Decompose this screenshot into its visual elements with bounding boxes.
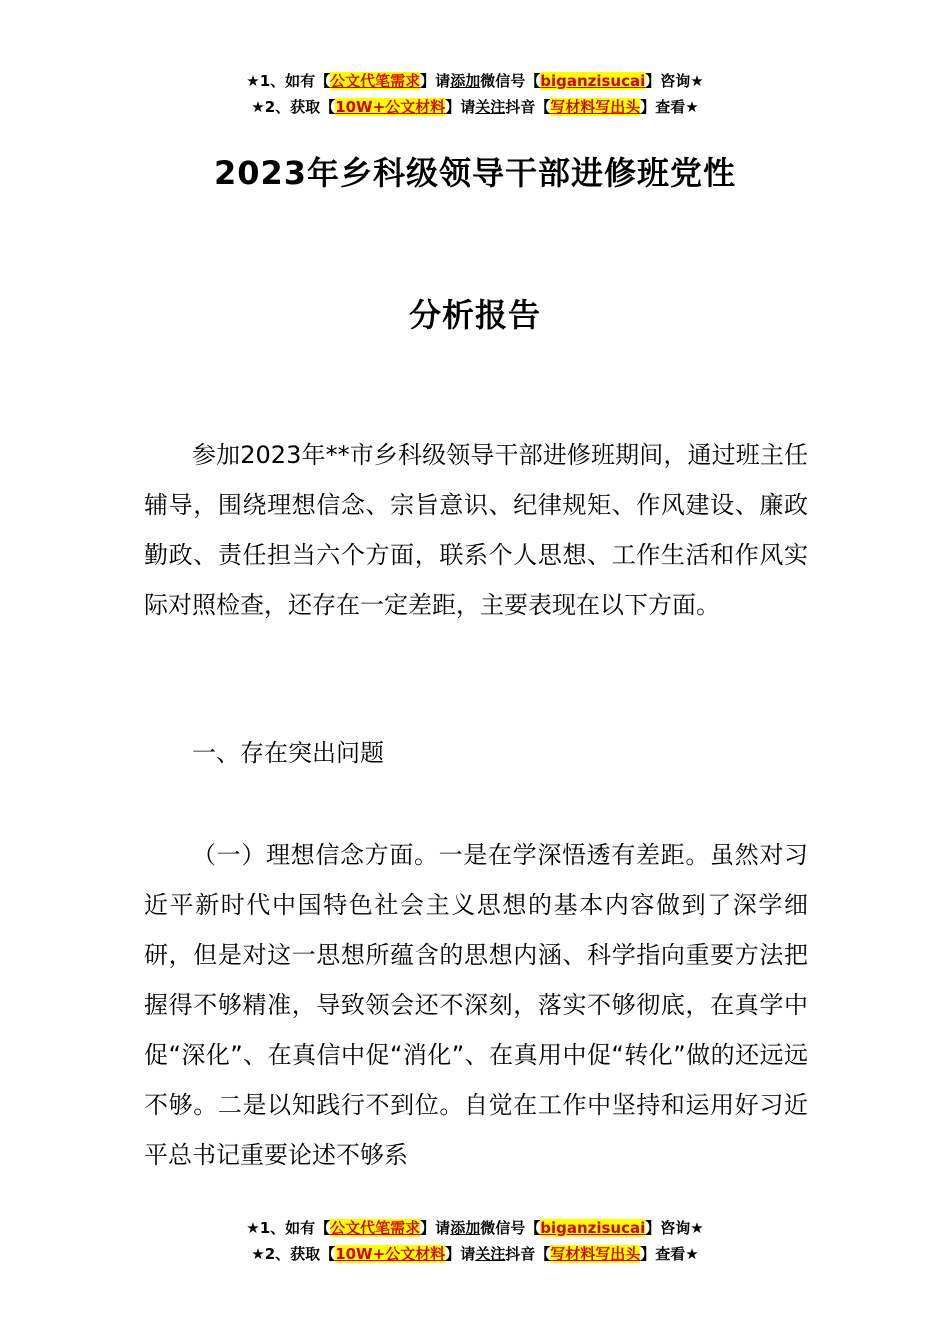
- banner-line-1: [0, 1215, 950, 1241]
- banner-text: 】请: [445, 98, 476, 116]
- banner-text: 关注: [475, 1245, 506, 1263]
- section-heading: 一、存在突出问题: [192, 739, 384, 767]
- banner-text: 微信号【: [480, 1219, 541, 1237]
- footer-banner: [0, 1215, 950, 1267]
- banner-text: 微信号【: [480, 72, 541, 90]
- banner-text: 】查看★: [640, 1245, 699, 1263]
- banner-text: ★2、获取【: [251, 98, 336, 116]
- highlight-douyin: 写材料写出头: [550, 98, 641, 116]
- banner-text: ★1、如有【: [246, 1219, 331, 1237]
- banner-text: 】请: [445, 1245, 476, 1263]
- banner-text: ★2、获取【: [251, 1245, 336, 1263]
- banner-text: 】请: [420, 1219, 451, 1237]
- highlight-service: 公文代笔需求: [330, 72, 421, 90]
- banner-text: 】咨询★: [645, 1219, 704, 1237]
- body-paragraph: （一）理想信念方面。一是在学深悟透有差距。虽然对习近平新时代中国特色社会主义思想的基本内容做到了深学细研，但是对这一思想所蕴含的思想内涵、科学指向重要方法把握得不够精准，导致领会还不深刻，落实不够彻底，在真学中促“深化”、在真信中促“消化”、在真用中促“转化”做的还远远不够。二是以知践行不到位。自觉在工作中坚持和运用好习近平总书记重要论述不够系: [144, 841, 808, 1169]
- document-title-line-2: 分析报告: [408, 296, 541, 334]
- highlight-douyin: 写材料写出头: [550, 1245, 641, 1263]
- banner-line-1: [0, 68, 950, 94]
- banner-text: 添加: [450, 1219, 481, 1237]
- header-banner: [0, 68, 950, 120]
- banner-text: 】请: [420, 72, 451, 90]
- intro-paragraph: 参加2023年**市乡科级领导干部进修班期间，通过班主任辅导，围绕理想信念、宗旨意识、纪律规矩、作风建设、廉政勤政、责任担当六个方面，联系个人思想、工作生活和作风实际对照检查，还存在一定差距，主要表现在以下方面。: [144, 441, 808, 619]
- banner-text: ★1、如有【: [246, 72, 331, 90]
- banner-line-2: [0, 94, 950, 120]
- banner-text: 关注: [475, 98, 506, 116]
- banner-text: 抖音【: [505, 1245, 551, 1263]
- highlight-materials: 10W+公文材料: [335, 1245, 446, 1263]
- banner-text: 抖音【: [505, 98, 551, 116]
- highlight-wechat-id: biganzisucai: [540, 1219, 646, 1237]
- highlight-materials: 10W+公文材料: [335, 98, 446, 116]
- highlight-wechat-id: biganzisucai: [540, 72, 646, 90]
- document-title-line-1: 2023年乡科级领导干部进修班党性: [213, 154, 737, 192]
- banner-text: 添加: [450, 72, 481, 90]
- banner-text: 】咨询★: [645, 72, 704, 90]
- banner-text: 】查看★: [640, 98, 699, 116]
- banner-line-2: [0, 1241, 950, 1267]
- highlight-service: 公文代笔需求: [330, 1219, 421, 1237]
